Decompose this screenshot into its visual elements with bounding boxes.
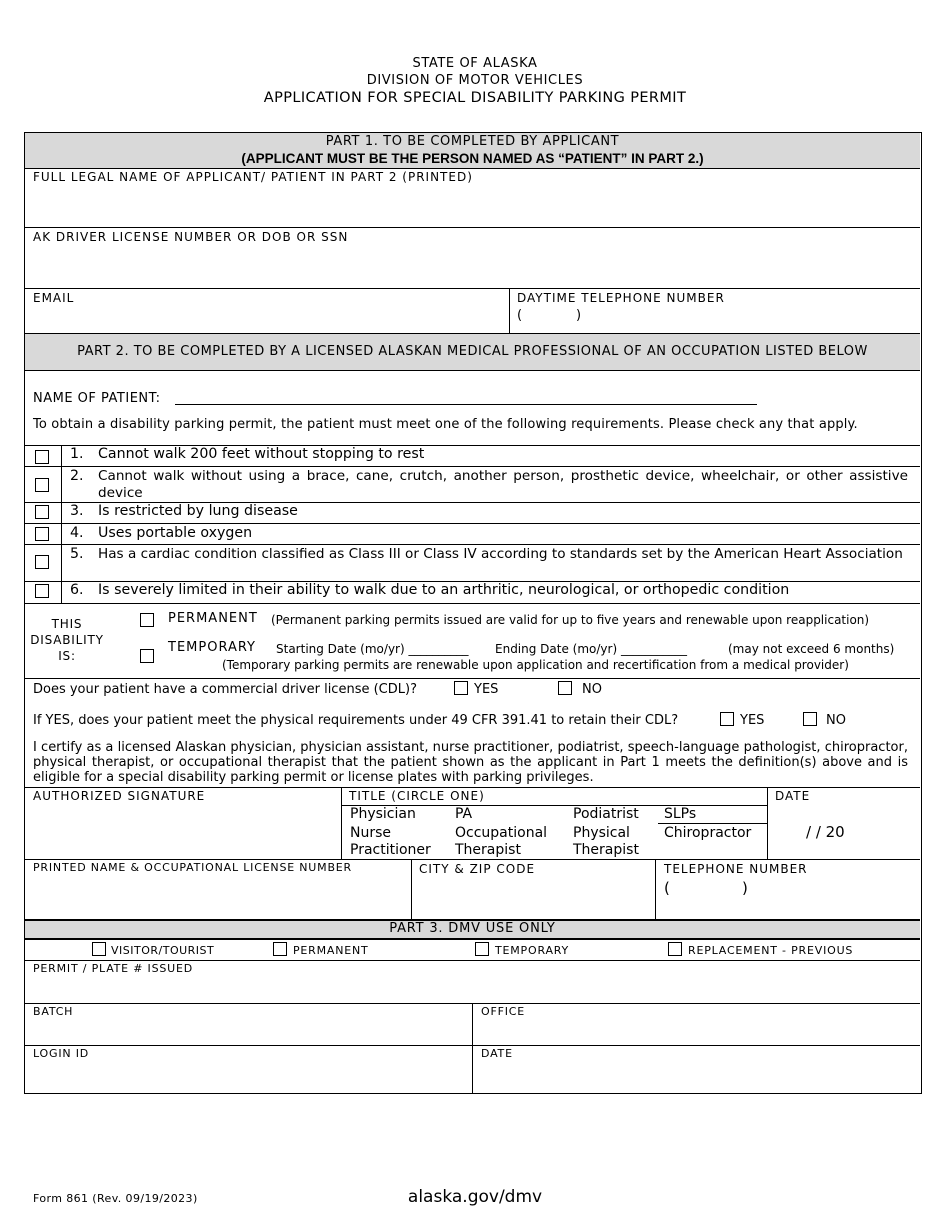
telephone-field[interactable] [656,877,920,919]
part3-permanent-label: PERMANENT [293,944,369,957]
form-title: APPLICATION FOR SPECIAL DISABILITY PARKING PERMIT [263,90,687,106]
city-zip-label: CITY & ZIP CODE [419,862,536,876]
temporary-label: TEMPORARY [168,640,256,655]
applicant-name-label: FULL LEGAL NAME OF APPLICANT/ PATIENT IN PART 2 (PRINTED) [33,170,473,184]
cdl-yes-label: YES [474,682,499,697]
cdl-no-checkbox[interactable] [558,681,572,695]
part1-title: PART 1. TO BE COMPLETED BY APPLICANT [325,134,620,149]
title-slps[interactable]: SLPs [664,806,697,822]
requirement-6-number: 6. [70,582,84,598]
requirement-5-text: Has a cardiac condition classified as Class III or Class IV according to standards set by the American Heart Association [98,546,903,562]
email-label: EMAIL [33,291,75,305]
title-physical[interactable]: Physical [573,825,630,841]
title-occupational-therapist[interactable]: Therapist [455,842,521,858]
cdl-question: Does your patient have a commercial driver license (CDL)? [33,682,417,697]
batch-label: BATCH [33,1005,74,1018]
form-number: Form 861 (Rev. 09/19/2023) [33,1192,198,1205]
title-occupational[interactable]: Occupational [455,825,548,841]
replacement-checkbox[interactable] [668,942,682,956]
title-podiatrist[interactable]: Podiatrist [573,806,639,822]
replacement-label: REPLACEMENT - PREVIOUS [688,944,854,957]
temporary-checkbox[interactable] [140,649,154,663]
part3-title: PART 3. DMV USE ONLY [389,921,556,936]
disability-label: DISABILITY [30,633,104,647]
cdl-req-no-label: NO [826,713,846,728]
requirement-5-number: 5. [70,546,84,562]
title-chiropractor[interactable]: Chiropractor [664,825,752,841]
permanent-checkbox[interactable] [140,613,154,627]
license-field[interactable] [25,245,920,288]
this-label: THIS [51,617,83,631]
form-frame [24,132,922,1094]
permit-plate-field[interactable] [25,976,920,1003]
permit-plate-label: PERMIT / PLATE # ISSUED [33,962,194,975]
requirement-4-text: Uses portable oxygen [98,525,253,541]
title-physical-therapist[interactable]: Therapist [573,842,639,858]
daytime-phone-label: DAYTIME TELEPHONE NUMBER [517,291,725,305]
office-field[interactable] [473,1019,920,1045]
city-zip-field[interactable] [412,877,655,919]
requirement-6-text: Is severely limited in their ability to walk due to an arthritic, neurological, or orthopedic condition [98,582,790,598]
cdl-requirements-question: If YES, does your patient meet the physical requirements under 49 CFR 391.41 to retain their CDL? [33,713,679,728]
part2-title: PART 2. TO BE COMPLETED BY A LICENSED ALASKAN MEDICAL PROFESSIONAL OF AN OCCUPATION LISTED BELOW [77,344,868,359]
requirement-3-text: Is restricted by lung disease [98,503,298,519]
part1-subtitle: (APPLICANT MUST BE THE PERSON NAMED AS “PATIENT” IN PART 2.) [241,151,704,166]
title-physician[interactable]: Physician [350,806,416,822]
requirement-2-text: Cannot walk without using a brace, cane, crutch, another person, prosthetic device, wheelchair, or other assistive device [98,468,908,501]
requirement-4-checkbox[interactable] [35,527,49,541]
date-label: DATE [775,789,811,803]
patient-name-label: NAME OF PATIENT: [33,391,161,406]
visitor-checkbox[interactable] [92,942,106,956]
state-heading: STATE OF ALASKA [412,56,538,71]
login-id-label: LOGIN ID [33,1047,90,1060]
is-label: IS: [58,649,76,663]
cdl-yes-checkbox[interactable] [454,681,468,695]
requirement-6-checkbox[interactable] [35,584,49,598]
max-duration-note: (may not exceed 6 months) [728,642,895,656]
phone-paren-open: ( [517,308,523,323]
cdl-req-yes-checkbox[interactable] [720,712,734,726]
printed-name-label: PRINTED NAME & OCCUPATIONAL LICENSE NUMBER [33,861,352,874]
part3-temporary-label: TEMPORARY [495,944,570,957]
email-field[interactable] [25,305,509,333]
title-label: TITLE (CIRCLE ONE) [349,789,485,803]
certification-statement: I certify as a licensed Alaskan physician, physician assistant, nurse practitioner, podiatrist, speech-language pathologist, chiropractor, physical therapist, or occupational therapist that the patient shown as the applicant in Part 1 meets the definition(s) above and is eligible for a special disability parking permit or license plates with parking privileges. [33,740,908,785]
batch-field[interactable] [25,1019,472,1045]
temporary-note: (Temporary parking permits are renewable upon application and recertification from a medical provider) [222,658,849,672]
cdl-no-label: NO [582,682,602,697]
requirement-2-checkbox[interactable] [35,478,49,492]
daytime-phone-field[interactable] [511,305,920,333]
authorized-signature-field[interactable] [25,805,341,859]
permanent-label: PERMANENT [168,611,258,626]
date-field[interactable]: / / 20 [806,823,845,841]
title-nurse[interactable]: Nurse [350,825,392,841]
office-label: OFFICE [481,1005,525,1018]
part3-date-label: DATE [481,1047,513,1060]
telephone-paren-open: ( [664,879,670,897]
applicant-name-field[interactable] [25,185,920,227]
ending-date-field[interactable]: Ending Date (mo/yr) ___________ [495,642,687,656]
requirement-1-number: 1. [70,446,84,462]
part3-permanent-checkbox[interactable] [273,942,287,956]
license-label: AK DRIVER LICENSE NUMBER OR DOB OR SSN [33,230,349,244]
requirement-2-number: 2. [70,468,84,484]
title-pa[interactable]: PA [455,806,473,822]
visitor-label: VISITOR/TOURIST [111,944,215,957]
telephone-label: TELEPHONE NUMBER [664,862,808,876]
login-id-field[interactable] [25,1061,472,1092]
part3-temporary-checkbox[interactable] [475,942,489,956]
title-practitioner[interactable]: Practitioner [350,842,431,858]
requirement-1-checkbox[interactable] [35,450,49,464]
division-heading: DIVISION OF MOTOR VEHICLES [366,73,584,88]
requirements-intro: To obtain a disability parking permit, the patient must meet one of the following requirements. Please check any that apply. [33,417,858,432]
part3-date-field[interactable] [473,1061,920,1092]
cdl-req-yes-label: YES [740,713,765,728]
requirement-3-checkbox[interactable] [35,505,49,519]
patient-name-field[interactable] [175,404,757,405]
permanent-note: (Permanent parking permits issued are valid for up to five years and renewable upon reapplication) [271,613,870,627]
requirement-5-checkbox[interactable] [35,555,49,569]
printed-name-field[interactable] [25,877,411,919]
telephone-paren-close: ) [742,879,748,897]
starting-date-field[interactable]: Starting Date (mo/yr) __________ [276,642,469,656]
phone-paren-close: ) [576,308,582,323]
requirement-4-number: 4. [70,525,84,541]
requirement-1-text: Cannot walk 200 feet without stopping to rest [98,446,425,462]
requirement-3-number: 3. [70,503,84,519]
cdl-req-no-checkbox[interactable] [803,712,817,726]
authorized-signature-label: AUTHORIZED SIGNATURE [33,789,206,803]
footer-url[interactable]: alaska.gov/dmv [407,1187,543,1207]
